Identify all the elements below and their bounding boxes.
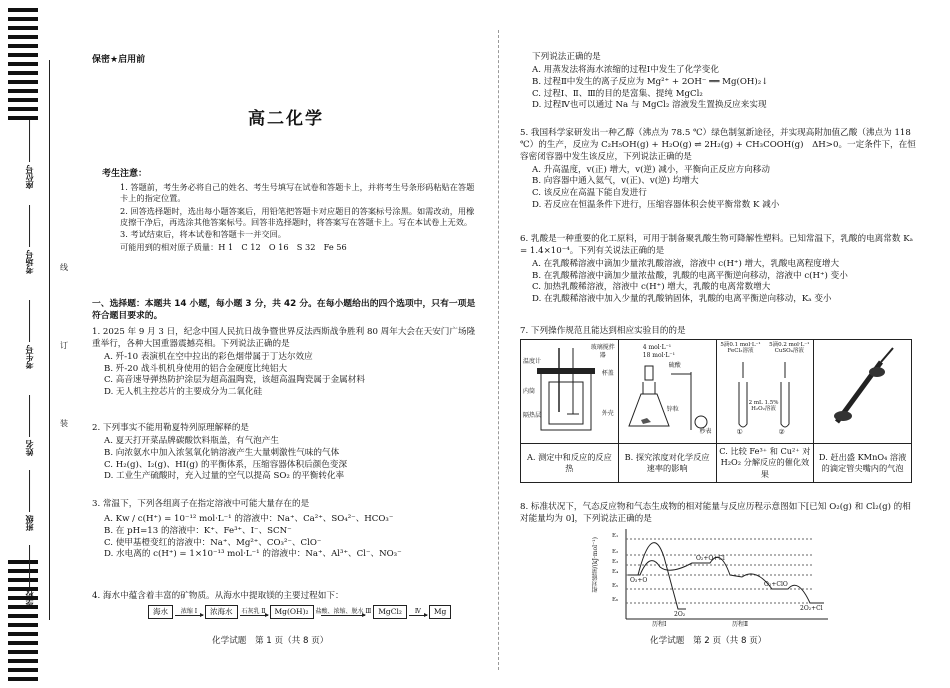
page-1 — [92, 0, 480, 688]
binding-bar — [8, 89, 38, 93]
option-b: B. 过程Ⅱ中发生的离子反应为 Mg²⁺ + 2OH⁻ ══ Mg(OH)₂↓ — [532, 76, 769, 87]
flow-arrow: Ⅳ — [409, 608, 427, 616]
seat-number-field: 座位号 — [24, 120, 35, 189]
point-2o2-cl: 2O₂+Cl — [800, 604, 823, 612]
notice-item: 3. 考试结束后，将本试卷和答题卡一并交回。 — [120, 229, 286, 240]
label-tube-1: ① — [736, 427, 743, 436]
binding-bar — [8, 107, 38, 111]
flow-arrow: 石灰乳 Ⅱ — [241, 607, 266, 615]
binding-bar — [8, 26, 38, 30]
question-stem: 4. 海水中蕴含着丰富的矿物质。从海水中提取镁的主要过程如下： — [92, 591, 344, 601]
question-stem: 2. 下列事实不能用勒夏特列原理解释的是 — [92, 423, 250, 433]
magnesium-flowchart — [148, 605, 480, 619]
binding-bar — [8, 35, 38, 39]
question-3 — [92, 499, 480, 561]
notice-list — [110, 182, 480, 254]
question-stem: 下列说法正确的是 — [532, 52, 601, 62]
notice-item: 1. 答题前，考生务必将自己的姓名、考生号填写在试卷和答题卡上，并将考生号条形码粘贴在答题卡上的指定位置。 — [120, 182, 475, 204]
label-4mol: 4 mol·L⁻¹ — [642, 343, 672, 351]
point-o2-o-cl: O₂+O+Cl — [696, 554, 725, 562]
option-d: D. 工业生产硫酸时，充入过量的空气以提高 SO₂ 的平衡转化率 — [104, 471, 345, 482]
binding-bar — [8, 44, 38, 48]
option-c-cell: C. 比较 Fe³⁺ 和 Cu²⁺ 对 H₂O₂ 分解反应的催化效果 — [716, 444, 814, 483]
label-stopwatch: 秒表 — [699, 427, 712, 435]
option-b: B. 在乳酸稀溶液中滴加少量浓盐酸，乳酸的电离平衡逆向移动，溶液中 c(H⁺) 变小 — [532, 270, 848, 281]
student-number-field: 考生号 — [24, 300, 35, 369]
point-o2-clo: O₂+ClO — [764, 580, 788, 588]
binding-bar — [8, 80, 38, 84]
option-b: B. 向浓氨水中加入浓氢氧化钠溶液产生大量刺激性气味的气体 — [104, 447, 340, 458]
level-e1: E₁ — [612, 532, 619, 539]
option-a: A. 用蒸发法将海水浓缩的过程Ⅰ中发生了化学变化 — [532, 64, 719, 75]
option-c: C. 过程Ⅰ、Ⅱ、Ⅲ的目的是富集、提纯 MgCl₂ — [532, 88, 703, 99]
burette-figure — [814, 339, 912, 443]
point-o3-o: O₃+O — [630, 576, 648, 584]
option-b: B. 在 pH=13 的溶液中：K⁺、Fe³⁺、I⁻、SCN⁻ — [104, 525, 292, 536]
calorimeter-figure — [521, 339, 619, 443]
option-c: C. H₂(g)、I₂(g)、HI(g) 的平衡体系，压缩容器体积后颜色变深 — [104, 459, 348, 470]
label-thermometer: 温度计 — [523, 357, 542, 365]
option-a: A. 在乳酸稀溶液中滴加少量浓乳酸溶液，溶液中 c(H⁺) 增大，乳酸电离程度增大 — [532, 258, 840, 269]
question-5 — [520, 128, 918, 212]
page-1-footer: 化学试题 第 1 页（共 8 页） — [212, 636, 329, 646]
question-stem: 3. 常温下，下列各组离子在指定溶液中可能大量存在的是 — [92, 499, 310, 509]
question-4 — [92, 591, 480, 619]
question-1 — [92, 327, 480, 399]
atomic-masses: 可能用到的相对原子质量：H 1 C 12 O 16 S 32 Fe 56 — [120, 241, 347, 252]
label-sulfuric: 硫酸 — [668, 361, 681, 369]
question-stem: 6. 乳酸是一种重要的化工原料，可用于制备聚乳酸生物可降解性塑料。已知常温下，乳酸的电离常数 Kₐ = 1.4×10⁻⁴。下列有关说法正确的是 — [520, 234, 913, 256]
point-2o2: 2O₂ — [674, 610, 686, 618]
option-a: A. Kw / c(H⁺) = 10⁻¹² mol·L⁻¹ 的溶液中：Na⁺、Ca²⁺、SO₄²⁻、HCO₃⁻ — [104, 513, 394, 524]
label-tube-2: ② — [778, 427, 785, 436]
option-c: C. 使甲基橙变红的溶液中：Na⁺、Mg²⁺、CO₃²⁻、ClO⁻ — [104, 537, 322, 548]
option-d: D. 无人机主控芯片的主要成分为二氧化硅 — [104, 387, 263, 398]
label-zinc: 锌粒 — [666, 405, 679, 413]
label-inner: 内筒 — [523, 387, 536, 395]
flow-concentrated: 浓海水 — [205, 605, 238, 619]
option-d-cell: D. 赶出盛 KMnO₄ 溶液的滴定管尖嘴内的气泡 — [814, 444, 912, 483]
question-stem: 1. 2025 年 9 月 3 日，纪念中国人民抗日战争暨世界反法西斯战争胜利 80 周年大会在天安门广场隆重举行，各种大国重器震撼亮相。下列说法正确的是 — [92, 327, 476, 349]
binding-bar — [8, 8, 38, 12]
path-2-label: 历程Ⅱ — [732, 620, 749, 628]
binding-bar — [8, 641, 38, 645]
binding-bar — [8, 632, 38, 636]
zinc-acid-figure — [618, 339, 716, 443]
exam-room-field: 考场号 — [24, 205, 35, 274]
option-a: A. 夏天打开菜品牌碳酸饮料瓶盖，有气泡产生 — [104, 435, 279, 446]
label-insulation: 隔热层 — [523, 411, 542, 419]
name-field: 姓名 — [24, 395, 35, 456]
question-6 — [520, 234, 918, 306]
binding-bar — [8, 623, 38, 627]
seal-line — [49, 60, 50, 620]
label-shell: 外壳 — [601, 409, 614, 417]
option-c: C. 高音速导弹热防护涂层为超高温陶瓷，该超高温陶瓷属于金属材料 — [104, 375, 365, 386]
page-title: 高二化学 — [248, 109, 324, 129]
notice-item: 2. 回答选择题时，选出每小题答案后，用铅笔把答题卡对应题目的答案标号涂黑。如需改动，用橡皮擦干净后，再选涂其他答案标号。回答非选择题时，将答案写在答题卡上。写在本试卷上无效。 — [120, 205, 475, 227]
binding-bar — [8, 614, 38, 618]
label-18mol: 18 mol·L⁻¹ — [642, 351, 675, 359]
notice-heading: 考生注意： — [102, 169, 148, 179]
path-1-label: 历程Ⅰ — [652, 620, 667, 628]
binding-bar — [8, 659, 38, 663]
binding-bar — [8, 98, 38, 102]
binding-bar — [8, 668, 38, 672]
option-a: A. 升高温度，v(正) 增大，v(逆) 减小，平衡向正反应方向移动 — [532, 164, 770, 175]
page-2-footer: 化学试题 第 2 页（共 8 页） — [650, 636, 767, 646]
flow-seawater: 海水 — [148, 605, 173, 619]
option-d: D. 在乳酸稀溶液中加入少量的乳酸钠固体，乳酸的电离平衡逆向移动，Kₐ 变小 — [532, 294, 832, 305]
option-a: A. 歼-10 表演机在空中拉出的彩色烟带属于丁达尔效应 — [104, 351, 313, 362]
label-fecl3: 5滴0.1 mol·L⁻¹ FeCl₃溶液 — [720, 341, 761, 355]
option-b: B. 歼-20 战斗机机身使用的铝合金硬度比纯铝大 — [104, 363, 288, 374]
binding-bar — [8, 17, 38, 21]
option-d: D. 过程Ⅳ也可以通过 Na 与 MgCl₂ 溶液发生置换反应来实现 — [532, 100, 767, 111]
option-b: B. 向容器中通入氦气，v(正)、v(逆) 均增大 — [532, 176, 699, 187]
energy-ylabel: 相对能量/(kJ·mol⁻¹) — [592, 536, 599, 593]
question-stem: 8. 标准状况下，气态反应物和气态生成物的相对能量与反应历程示意图如下[已知 O₂(g) 和 Cl₂(g) 的相对能量均为 0]，下列说法正确的是 — [520, 502, 911, 524]
label-h2o2: 2 mL 1.5% H₂O₂溶液 — [748, 399, 779, 413]
secret-label: 保密★启用前 — [92, 55, 146, 65]
label-stirrer: 玻璃搅拌器 — [590, 343, 615, 360]
label-lid: 杯盖 — [601, 369, 614, 377]
binding-bar — [8, 53, 38, 57]
label-cuso4: 5滴0.2 mol·L⁻¹ CuSO₄溶液 — [769, 341, 810, 355]
flow-mgcl2: MgCl₂ — [373, 605, 407, 619]
catalyst-figure — [716, 339, 814, 443]
level-e4: E₄ — [612, 568, 619, 575]
option-c: C. 加热乳酸稀溶液，溶液中 c(H⁺) 增大，乳酸的电离常数增大 — [532, 282, 771, 293]
flow-mg: Mg — [429, 605, 451, 619]
option-d: D. 若反应在恒温条件下进行，压缩容器体积会使平衡常数 K 减小 — [532, 200, 780, 211]
flow-mgoh2: Mg(OH)₂ — [270, 605, 314, 619]
question-4-continued — [520, 52, 918, 112]
page-divider — [498, 30, 499, 670]
binding-bar — [8, 650, 38, 654]
question-stem: 5. 我国科学家研发出一种乙醇（沸点为 78.5 ℃）绿色制氢新途径，并实现高附加值乙酸（沸点为 118 ℃）的生产，反应为 C₂H₅OH(g) + H₂O(g) ⇌ 2H₂(g) + CH₃COOH(g) ΔH>0。一定条件下，在恒容密闭容器中发生该反应，下列说法正确的是 — [520, 128, 916, 162]
question-stem: 7. 下列操作规范且能达到相应实验目的的是 — [520, 326, 686, 336]
level-e2: E₂ — [612, 548, 619, 555]
section-1-heading: 一、选择题：本题共 14 小题，每小题 3 分，共 42 分。在每小题给出的四个选项中，只有一项是符合题目要求的。 — [92, 299, 476, 322]
option-d: D. 水电离的 c(H⁺) = 1×10⁻¹³ mol·L⁻¹ 的溶液中：Na⁺、Al³⁺、Cl⁻、NO₃⁻ — [104, 549, 402, 560]
cut-mark-bind: 订 — [60, 341, 68, 350]
level-e5: E₅ — [612, 582, 619, 589]
question-8 — [520, 502, 918, 627]
level-e3: E₃ — [612, 558, 619, 565]
option-a-cell: A. 测定中和反应的反应热 — [521, 444, 619, 483]
class-field: 班级 — [24, 470, 35, 531]
question-7 — [520, 326, 918, 483]
binding-bar — [8, 71, 38, 75]
binding-bar — [8, 62, 38, 66]
experiment-table — [520, 339, 912, 483]
question-2 — [92, 423, 480, 483]
level-e6: E₆ — [612, 596, 619, 603]
page-2 — [520, 0, 918, 688]
binding-bar — [8, 677, 38, 681]
flow-arrow: 盐酸、浓缩、脱水 Ⅲ — [315, 607, 372, 615]
school-field: 学校 — [24, 545, 35, 606]
option-c: C. 该反应在高温下能自发进行 — [532, 188, 647, 199]
flow-arrow: 浓缩 Ⅰ — [175, 608, 203, 616]
cut-mark-install: 装 — [60, 419, 68, 428]
energy-diagram — [592, 527, 832, 628]
binding-strip — [0, 0, 88, 688]
cut-mark-line: 线 — [60, 263, 68, 272]
option-b-cell: B. 探究浓度对化学反应速率的影响 — [618, 444, 716, 483]
